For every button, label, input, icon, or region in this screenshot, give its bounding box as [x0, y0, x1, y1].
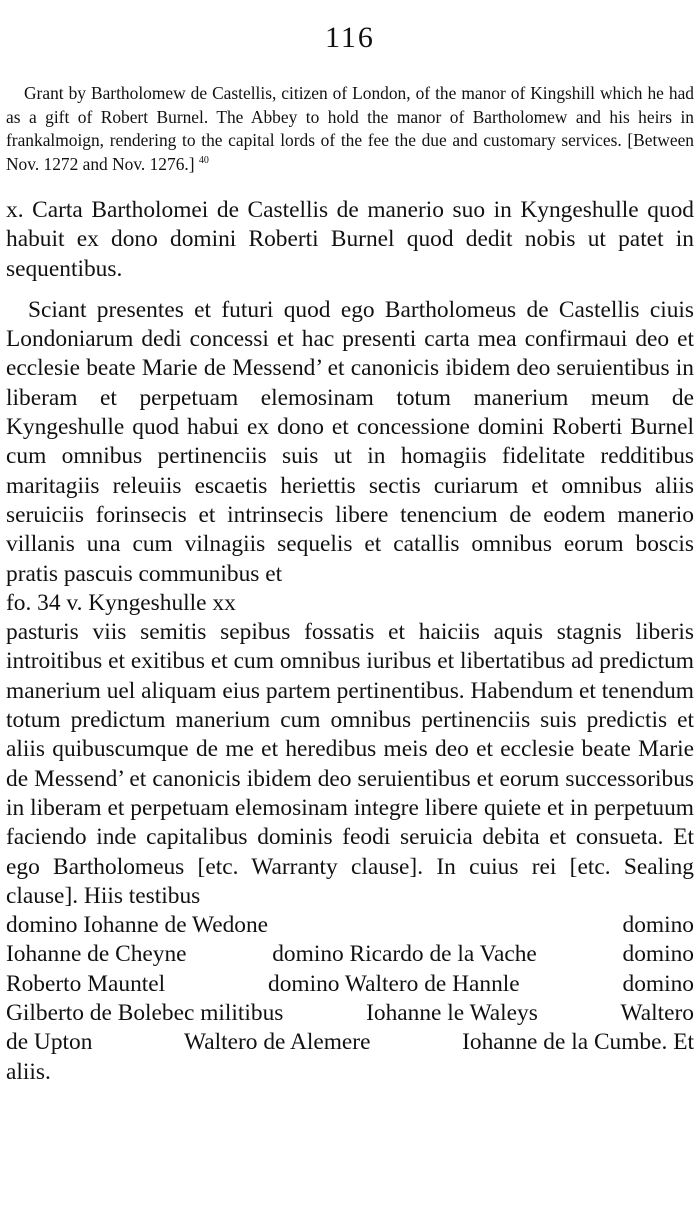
witness-row [6, 1028, 694, 1057]
page-number: 116 [325, 21, 375, 54]
witness-name: Waltero de Alemere [184, 1029, 371, 1056]
closing-text: aliis. [6, 1058, 51, 1085]
folio-marker: fo. 34 v. Kyngeshulle xx [6, 589, 236, 616]
witness-name: Iohanne de la Cumbe. Et [462, 1029, 694, 1056]
footnote-marker: 40 [198, 154, 209, 166]
charter-rubric: x. Carta Bartholomei de Castellis de manerio suo in Kyngeshulle quod habuit ex dono domini Roberti Burnel quod dedit nobis ut patet in sequentibus. [6, 197, 694, 282]
witness-name: Waltero [620, 1000, 694, 1027]
witness-row [6, 940, 694, 969]
witness-name: domino [622, 912, 694, 939]
witness-name: Gilberto de Bolebec militibus [6, 1000, 284, 1027]
witness-name: Roberto Mauntel [6, 970, 166, 997]
witness-name: domino Waltero de Hannle [268, 970, 520, 997]
witness-name: de Upton [6, 1029, 93, 1056]
witness-name: domino [622, 970, 694, 997]
witness-row [6, 970, 694, 999]
witness-row [6, 911, 694, 940]
charter-text [6, 296, 694, 1087]
witness-name: Iohanne le Waleys [366, 1000, 538, 1027]
witness-name: domino Ricardo de la Vache [272, 941, 537, 968]
witness-name: domino [622, 941, 694, 968]
summary-text: Grant by Bartholomew de Castellis, citizen of London, of the manor of Kingshill which he had as a gift of Robert Burnel. The Abbey to hold the manor of Bartholomew and his heirs in frankalmoign, rendering to the capital lords of the fee the due and customary services. [Between Nov. 1272 and Nov. 1276.] [6, 83, 694, 174]
charter-paragraph-1: Sciant presentes et futuri quod ego Bartholomeus de Castellis ciuis Londoniarum dedi concessi et hac presenti carta mea confirmaui deo et ecclesie beate Marie de Messend’ et canonicis ibidem deo seruientibus in liberam et perpetuam elemosinam totum manerium meum de Kyngeshulle quod habui ex dono et concessione domini Roberti Burnel cum omnibus pertinenciis suis ut in homagiis fidelitate redditibus maritagiis releuiis escaetis heriettis sectis curiarum et omnibus aliis seruiciis forinsecis et intrinsecis libere tenencium de eodem manerio villanis una cum vilnagiis sequelis et catallis omnibus eorum boscis pratis pascuis communibus et [6, 296, 694, 587]
english-summary [6, 82, 694, 176]
document-page [6, 0, 694, 1087]
charter-paragraph-2: pasturis viis semitis sepibus fossatis et haiciis aquis stagnis liberis introitibus et exitibus et cum omnibus iuribus et libertatibus ad predictum manerium uel aliquam eius partem pertinentibus. Habendum et tenendum totum predictum manerium cum omnibus pertinenciis suis predictis et aliis quibuscumque de me et heredibus meis deo et ecclesie beate Marie de Messend’ et canonicis ibidem deo seruientibus et eorum successoribus in liberam et perpetuam elemosinam integre libere quiete et in perpetuum faciendo inde capitalibus dominis feodi seruicia debita et consueta. Et ego Bartholomeus [etc. Warranty clause]. In cuius rei [etc. Sealing clause]. Hiis testibus [6, 619, 694, 909]
witness-name: domino Iohanne de Wedone [6, 912, 269, 939]
witness-list [6, 911, 694, 1057]
witness-row [6, 999, 694, 1028]
witness-name: Iohanne de Cheyne [6, 941, 187, 968]
